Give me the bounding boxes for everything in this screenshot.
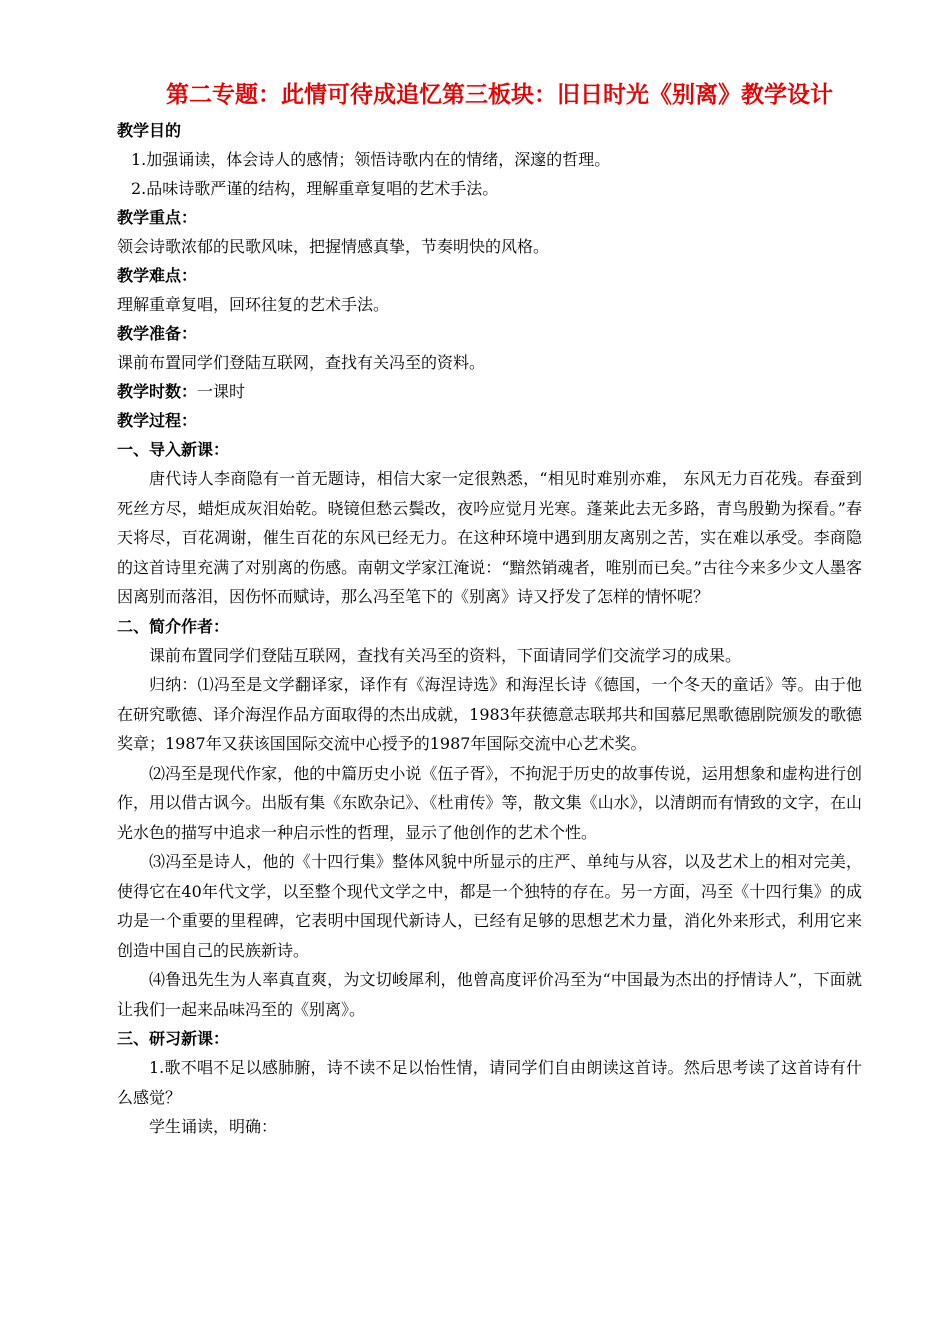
part3-answer: 学生诵读，明确： [149,1117,278,1136]
key-heading: 教学重点： [117,208,198,227]
part2-heading: 二、简介作者： [117,616,230,636]
prep-text: 课前布置同学们登陆互联网，查找有关冯至的资料。 [117,353,486,372]
part1-heading: 一、导入新课： [117,440,230,459]
goal-heading: 教学目的 [117,121,182,140]
part3-heading: 三、研习新课： [117,1029,230,1048]
goal-item-2: 2.品味诗歌严谨的结构，理解重章复唱的艺术手法。 [131,179,499,198]
part2-intro: 课前布置同学们登陆互联网，查找有关冯至的资料，下面请同学们交流学习的成果。 [149,645,742,665]
difficulty-text: 理解重章复唱，回环往复的艺术手法。 [117,295,390,314]
part2-point-1: 归纳：⑴冯至是文学翻译家，译作有《海涅诗选》和海涅长诗《德国，一个冬天的童话》等。由于他在研究歌德、译介海涅作品方面取得的杰出成就，1983年获德意志联邦共和国慕尼黑歌德剧院颁发的歌德奖章；1987年又获该国国际交流中心授予的1987年国际交流中心艺术奖。 [117,675,862,753]
hours-row [117,377,862,406]
document-title: 第二专题：此情可待成追忆第三板块：旧日时光《别离》教学设计 [166,82,833,108]
part2-point-3: ⑶冯至是诗人，他的《十四行集》整体风貌中所显示的庄严、单纯与从容，以及艺术上的相对完美，使得它在40年代文学，以至整个现代文学之中，都是一个独特的存在。另一方面，冯至《十四行集》的成功是一个重要的里程碑，它表明中国现代新诗人，已经有足够的思想艺术力量，消化外来形式，利用它来创造中国自己的民族新诗。 [117,852,862,960]
prep-heading: 教学准备： [117,324,198,343]
difficulty-heading: 教学难点： [117,266,198,285]
part3-question-1: 1.歌不唱不足以感肺腑，诗不读不足以怡性情，请同学们自由朗读这首诗。然后思考读了这首诗有什么感觉？ [117,1058,862,1107]
process-heading: 教学过程： [117,411,198,430]
hours-value: 一课时 [197,382,246,401]
part1-text: 唐代诗人李商隐有一首无题诗，相信大家一定很熟悉，“相见时难别亦难， 东风无力百花残。春蚕到死丝方尽，蜡炬成灰泪始乾。晓镜但愁云鬓改，夜吟应觉月光寒。蓬莱此去无多路，青鸟殷勤为探看。”春天将尽，百花凋谢，催生百花的东风已经无力。在这种环境中遇到朋友离别之苦，实在难以承受。李商隐的这首诗里充满了对别离的伤感。南朝文学家江淹说：“黯然销魂者，唯别而已矣。”古往今来多少文人墨客因离别而落泪，因伤怀而赋诗，那么冯至笔下的《别离》诗又抒发了怎样的情怀呢？ [117,469,862,606]
goal-item-1: 1.加强诵读，体会诗人的感情；领悟诗歌内在的情绪，深邃的哲理。 [131,150,611,169]
document-page [117,80,862,1142]
key-text: 领会诗歌浓郁的民歌风味，把握情感真挚，节奏明快的风格。 [117,237,550,256]
hours-heading: 教学时数： [117,382,198,401]
part2-point-4: ⑷鲁迅先生为人率真直爽，为文切峻犀利，他曾高度评价冯至为“中国最为杰出的抒情诗人”，下面就让我们一起来品味冯至的《别离》。 [117,970,862,1019]
part2-point-2: ⑵冯至是现代作家，他的中篇历史小说《伍子胥》，不拘泥于历史的故事传说，运用想象和虚构进行创作，用以借古讽今。出版有集《东欧杂记》、《杜甫传》等，散文集《山水》，以清朗而有情致的文字，在山光水色的描写中追求一种启示性的哲理，显示了他创作的艺术个性。 [117,763,862,842]
